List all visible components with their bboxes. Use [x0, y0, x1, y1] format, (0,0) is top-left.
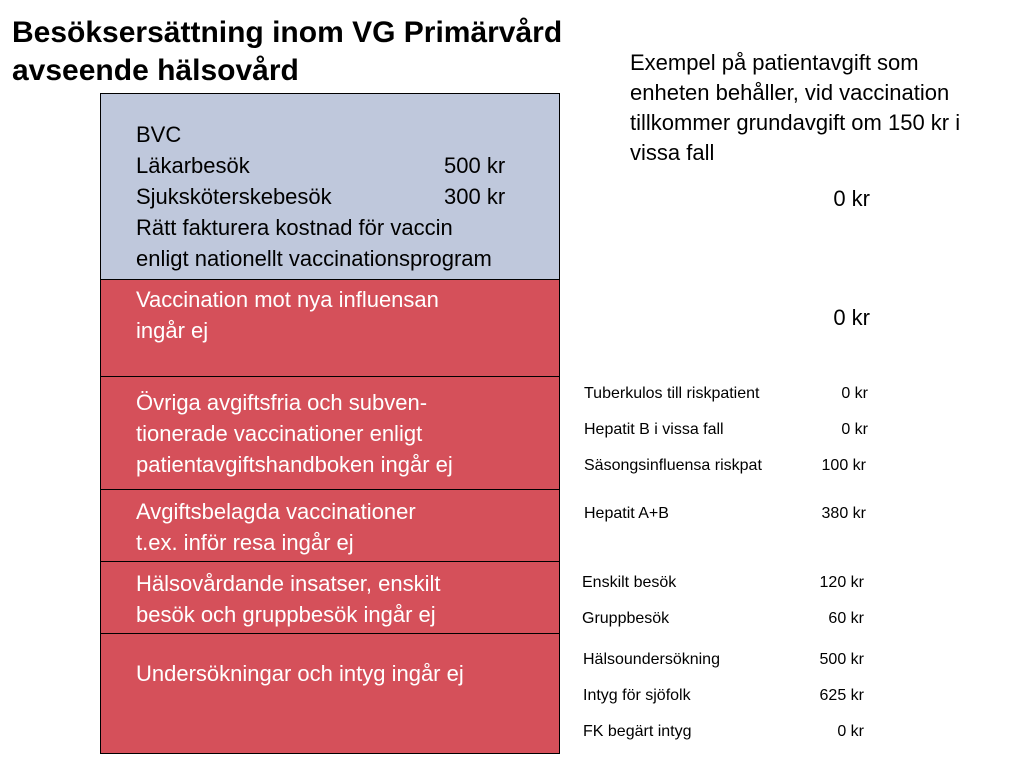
undersokningar-item-amount: 625 kr	[819, 687, 864, 704]
influensa-box	[100, 279, 560, 377]
ovriga-item-label: Tuberkulos till riskpatient	[584, 385, 760, 402]
bvc-row-sjukskoterskebesok	[136, 181, 505, 212]
ovriga-box	[100, 376, 560, 490]
halsovard-box	[100, 561, 560, 634]
ovriga-line-2: tionerade vaccinationer enligt	[136, 421, 423, 446]
halsovard-line-2: besök och gruppbesök ingår ej	[136, 602, 436, 627]
ovriga-item-label: Hepatit B i vissa fall	[584, 421, 724, 438]
title-line-1: Besöksersättning inom VG Primärvård	[12, 16, 563, 49]
ovriga-item-amount: 100 kr	[821, 457, 866, 474]
ovriga-line-1: Övriga avgiftsfria och subven-	[136, 390, 428, 415]
avgiftsbelagda-line-2: t.ex. inför resa ingår ej	[136, 530, 354, 555]
undersokningar-line-1: Undersökningar och intyg ingår ej	[136, 661, 464, 686]
halsovard-item-label: Enskilt besök	[582, 574, 677, 591]
avgiftsbelagda-box	[100, 489, 560, 562]
ovriga-line-3: patientavgiftshandboken ingår ej	[136, 452, 453, 477]
influensa-fee: 0 kr	[833, 305, 870, 330]
bvc-line-4: Rätt fakturera kostnad för vaccin	[136, 215, 453, 240]
bvc-row-lakarbesok	[136, 150, 505, 181]
bvc-heading: BVC	[136, 122, 182, 147]
title-line-2: avseende hälsovård	[12, 54, 299, 87]
undersokningar-item-label: Hälsoundersökning	[583, 651, 720, 668]
note-line-2: enheten behåller, vid vaccination	[630, 80, 950, 105]
bvc-row1-value: 500 kr	[444, 153, 506, 178]
note-line-4: vissa fall	[630, 140, 715, 165]
page-title	[12, 14, 652, 90]
undersokningar-item-amount: 0 kr	[837, 723, 864, 740]
ovriga-item-amount: 0 kr	[841, 385, 868, 402]
bvc-row2-label: Sjuksköterskebesök	[136, 184, 332, 209]
undersokningar-box	[100, 633, 560, 754]
avgiftsbelagda-item-amount: 380 kr	[821, 505, 866, 522]
halsovard-item-amount: 120 kr	[819, 574, 864, 591]
halsovard-item-label: Gruppbesök	[582, 610, 670, 627]
avgiftsbelagda-item-label: Hepatit A+B	[584, 505, 669, 522]
ovriga-item-amount: 0 kr	[841, 421, 868, 438]
undersokningar-item-label: Intyg för sjöfolk	[583, 687, 691, 704]
ovriga-item-label: Säsongsinfluensa riskpat	[584, 457, 762, 474]
note-line-1: Exempel på patientavgift som	[630, 50, 919, 75]
undersokningar-item-amount: 500 kr	[819, 651, 864, 668]
halsovard-line-1: Hälsovårdande insatser, enskilt	[136, 571, 441, 596]
halsovard-item-amount: 60 kr	[828, 610, 864, 627]
patient-fee-note	[630, 48, 1020, 168]
bvc-box	[100, 93, 560, 280]
bvc-row2-value: 300 kr	[444, 184, 506, 209]
influensa-line-1: Vaccination mot nya influensan	[136, 287, 439, 312]
bvc-line-5: enligt nationellt vaccinationsprogram	[136, 246, 492, 271]
avgiftsbelagda-line-1: Avgiftsbelagda vaccinationer	[136, 499, 416, 524]
undersokningar-item-label: FK begärt intyg	[583, 723, 692, 740]
bvc-fee: 0 kr	[833, 186, 870, 211]
note-line-3: tillkommer grundavgift om 150 kr i	[630, 110, 961, 135]
influensa-line-2: ingår ej	[136, 318, 209, 343]
bvc-row1-label: Läkarbesök	[136, 153, 250, 178]
